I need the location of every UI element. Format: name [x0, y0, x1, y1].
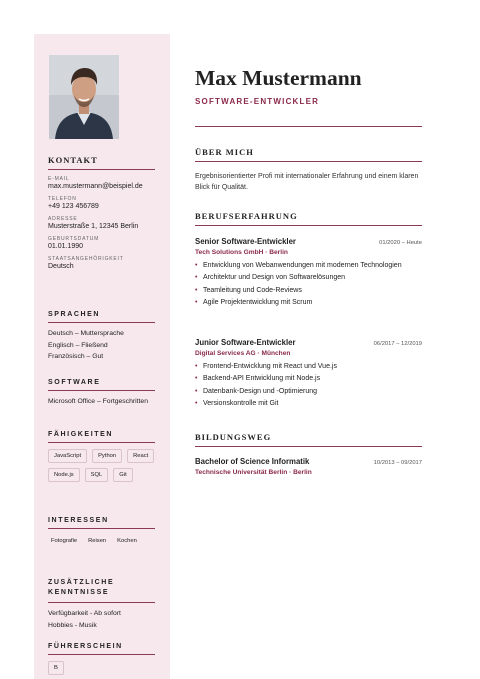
- contact-label: STAATSANGEHÖRIGKEIT: [48, 256, 124, 262]
- skill-tag: Git: [113, 468, 132, 482]
- job-entry: [195, 237, 422, 310]
- contact-value: max.mustermann@beispiel.de: [48, 183, 143, 190]
- degree-title: Bachelor of Science Informatik: [195, 457, 310, 466]
- experience-heading: BERUFSERFAHRUNG: [195, 211, 422, 226]
- contact-section: [48, 155, 155, 271]
- languages-heading: SPRACHEN: [48, 311, 155, 323]
- language-item: Deutsch – Muttersprache: [48, 330, 124, 337]
- license-heading: FÜHRERSCHEIN: [48, 643, 155, 655]
- job-bullet: • Architektur und Design von Softwarelösungen: [195, 273, 422, 283]
- education-heading: BILDUNGSWEG: [195, 432, 422, 447]
- contact-phone: [48, 196, 155, 211]
- additional-item: Hobbies - Musik: [48, 621, 97, 629]
- skill-tag: SQL: [85, 468, 109, 482]
- interest-tag: Reisen: [85, 535, 109, 547]
- language-item: Französisch – Gut: [48, 353, 104, 360]
- contact-value: Musterstraße 1, 12345 Berlin: [48, 223, 139, 230]
- skills-heading: FÄHIGKEITEN: [48, 431, 155, 443]
- interests-tags: [48, 535, 155, 547]
- header-divider: [195, 126, 422, 127]
- education-entry: [195, 457, 422, 476]
- job-company: Tech Solutions GmbH · Berlin: [195, 249, 288, 256]
- job-role: SOFTWARE-ENTWICKLER: [195, 97, 320, 106]
- job-title: Senior Software-Entwickler: [195, 237, 296, 246]
- contact-email: [48, 176, 155, 191]
- contact-heading: KONTAKT: [48, 155, 155, 170]
- skill-tag: Node.js: [48, 468, 80, 482]
- license-section: [48, 643, 155, 675]
- contact-address: [48, 216, 155, 231]
- languages-section: [48, 311, 155, 364]
- contact-label: E-MAIL: [48, 176, 70, 182]
- license-tag: B: [48, 661, 64, 675]
- job-bullets: [195, 362, 422, 409]
- additional-item: Verfügbarkeit - Ab sofort: [48, 610, 121, 617]
- resume-page: [34, 34, 446, 679]
- job-bullet: • Agile Projektentwicklung mit Scrum: [195, 298, 422, 308]
- job-dates: 06/2017 – 12/2019: [373, 341, 422, 347]
- software-section: [48, 379, 155, 409]
- job-bullet: • Versionskontrolle mit Git: [195, 399, 422, 409]
- interests-section: [48, 517, 155, 547]
- software-item: Microsoft Office – Fortgeschritten: [48, 398, 148, 405]
- education-school: Technische Universität Berlin · Berlin: [195, 469, 312, 476]
- contact-value: Deutsch: [48, 263, 74, 270]
- job-bullet: • Entwicklung von Webanwendungen mit modernen Technologien: [195, 261, 422, 271]
- profile-photo: [49, 55, 119, 139]
- skill-tag: Python: [92, 449, 122, 463]
- skills-section: [48, 431, 155, 482]
- additional-heading: ZUSÄTZLICHE KENNTNISSE: [48, 578, 155, 603]
- contact-label: TELEFON: [48, 196, 77, 202]
- software-heading: SOFTWARE: [48, 379, 155, 391]
- contact-value: +49 123 456789: [48, 203, 99, 210]
- about-text: Ergebnisorientierter Profi mit internationaler Erfahrung und einem klaren Blick für Qualität.: [195, 173, 419, 191]
- job-entry: [195, 338, 422, 411]
- job-company: Digital Services AG · München: [195, 350, 291, 357]
- additional-section: [48, 578, 155, 632]
- sidebar: [34, 34, 170, 679]
- job-bullet: • Datenbank-Design und -Optimierung: [195, 387, 422, 397]
- job-bullet: • Backend-API Entwicklung mit Node.js: [195, 374, 422, 384]
- job-bullet: • Frontend-Entwicklung mit React und Vue.js: [195, 362, 422, 372]
- person-name: Max Mustermann: [195, 66, 362, 90]
- interest-tag: Kochen: [114, 535, 140, 547]
- license-tags: [48, 661, 155, 675]
- contact-value: 01.01.1990: [48, 243, 84, 250]
- interests-heading: INTERESSEN: [48, 517, 155, 529]
- education-dates: 10/2013 – 09/2017: [373, 460, 422, 466]
- interest-tag: Fotografie: [48, 535, 80, 547]
- contact-label: ADRESSE: [48, 216, 78, 222]
- job-bullet: • Teamleitung und Code-Reviews: [195, 286, 422, 296]
- skill-tag: JavaScript: [48, 449, 87, 463]
- skill-tag: React: [127, 449, 154, 463]
- job-dates: 01/2020 – Heute: [379, 240, 422, 246]
- job-title: Junior Software-Entwickler: [195, 338, 296, 347]
- language-item: Englisch – Fließend: [48, 341, 108, 349]
- contact-label: GEBURTSDATUM: [48, 236, 100, 242]
- skills-tags: [48, 449, 155, 482]
- contact-birthdate: [48, 236, 155, 251]
- about-heading: ÜBER MICH: [195, 147, 422, 162]
- contact-nationality: [48, 256, 155, 271]
- job-bullets: [195, 261, 422, 308]
